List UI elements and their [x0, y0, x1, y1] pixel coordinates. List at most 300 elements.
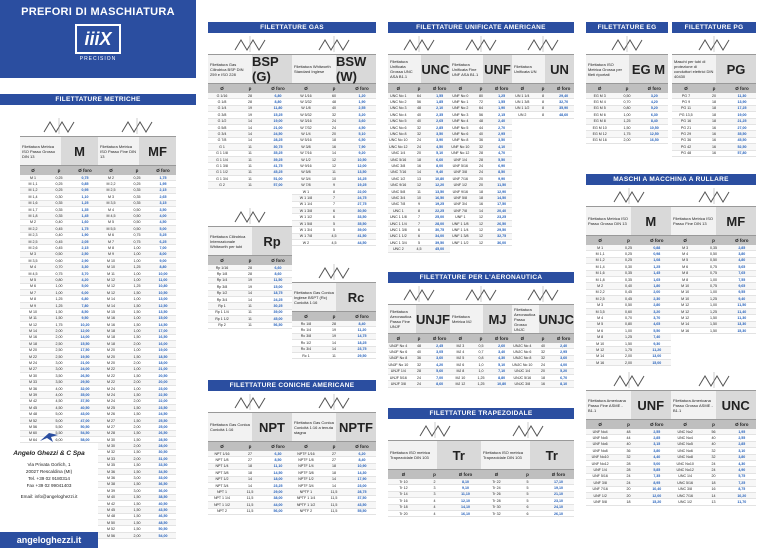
- cell-pitch: 11: [248, 170, 252, 175]
- cell-pitch: 1,25: [709, 309, 717, 314]
- thread-profile-svg: [402, 36, 436, 52]
- cell-size: Tr 22: [492, 479, 501, 484]
- cell-size: M 20: [107, 354, 115, 359]
- cell-pitch: 4,5: [416, 247, 422, 252]
- trap-header: FILETTATURE TRAPEZOIDALE: [388, 408, 574, 419]
- col-diameter: Ø: [220, 258, 224, 263]
- cell-hole: 43,50: [357, 502, 367, 507]
- cell-hole: 0,95: [81, 188, 89, 193]
- cell-size: UNC 1/4: [391, 151, 406, 156]
- col-diameter: Ø: [684, 86, 688, 91]
- cell-hole: 3,20: [358, 112, 366, 117]
- cell-hole: 48,60: [559, 112, 569, 117]
- thread-symbol: NPTF: [336, 413, 376, 441]
- cell-pitch: 28: [479, 157, 483, 162]
- cell-pitch: 16: [712, 138, 716, 143]
- cell-hole: 15,20: [652, 499, 662, 504]
- cell-size: PG 13,5: [679, 112, 693, 117]
- cell-hole: 3,30: [81, 265, 89, 270]
- cell-size: UNC No 10: [389, 138, 408, 143]
- cell-hole: 8,00: [159, 252, 167, 257]
- cell-pitch: 1,50: [55, 316, 63, 321]
- cell-hole: 17,00: [158, 329, 168, 334]
- mj-panel: [450, 284, 512, 402]
- cell-pitch: 28: [248, 265, 252, 270]
- cell-hole: 18,00: [273, 477, 283, 482]
- thread-profile-icon: [208, 392, 292, 412]
- tr2-panel: [481, 420, 574, 530]
- cell-size: M 27: [107, 418, 115, 423]
- cell-pitch: 0,30: [624, 264, 632, 269]
- cell-pitch: 40: [417, 350, 421, 355]
- cell-size: NPTF 1/2: [298, 477, 314, 482]
- cell-pitch: 16: [417, 163, 421, 168]
- cell-hole: 28,00: [435, 221, 445, 226]
- cell-hole: 5,20: [560, 369, 568, 374]
- cell-size: NPT 1 1/2: [213, 502, 231, 507]
- thread-box: [292, 54, 376, 84]
- cell-size: PG 16: [680, 119, 692, 124]
- cell-hole: 2,40: [560, 343, 568, 348]
- cell-hole: 17,50: [80, 348, 90, 353]
- roll-header: MASCHI A MACCHINA A RULLARE: [586, 174, 756, 185]
- thread-symbol: Rc: [336, 283, 376, 311]
- thread-box: [586, 54, 668, 84]
- cell-hole: 24,25: [273, 297, 283, 302]
- cell-pitch: 28: [332, 321, 336, 326]
- cell-hole: 2,40: [498, 119, 506, 124]
- cell-pitch: 4,5: [331, 234, 337, 239]
- cell-pitch: 7: [418, 221, 420, 226]
- cell-pitch: 1,00: [133, 277, 141, 282]
- cell-size: EG M 5: [593, 106, 606, 111]
- cell-hole: 7,35: [653, 474, 661, 479]
- cell-pitch: 0,45: [624, 296, 632, 301]
- cell-hole: 17,25: [737, 106, 747, 111]
- cell-hole: 1,80: [653, 284, 661, 289]
- cell-hole: 2,45: [436, 343, 444, 348]
- cell-size: M 48: [107, 514, 115, 519]
- cell-size: UNC 1 3/8: [389, 227, 407, 232]
- cell-size: M 2,2: [28, 226, 38, 231]
- cell-hole: 14,75: [357, 334, 367, 339]
- cell-size: UNC 5/16: [390, 157, 407, 162]
- cell-pitch: 0,35: [133, 194, 141, 199]
- table-body: [20, 175, 98, 443]
- cell-size: M 14: [107, 297, 115, 302]
- cell-pitch: 44: [479, 125, 483, 130]
- cell-hole: 20,00: [158, 380, 168, 385]
- unjf-panel: [388, 284, 450, 402]
- cell-hole: 2,65: [436, 119, 444, 124]
- roll-mf-panel: [671, 186, 756, 366]
- cell-hole: 13,90: [737, 100, 747, 105]
- cell-size: M 1,1: [28, 182, 38, 187]
- table-header: [671, 420, 756, 429]
- cell-size: NPT 1 1/4: [213, 496, 231, 501]
- cell-hole: 24,50: [273, 132, 283, 137]
- table-header: [20, 166, 98, 175]
- col-pitch: p: [625, 86, 629, 91]
- cell-hole: 18,00: [158, 361, 168, 366]
- cell-size: UNC 7/16: [390, 170, 407, 175]
- cell-hole: 10,40: [652, 487, 662, 492]
- thread-profile-svg: [418, 422, 452, 438]
- cell-size: M 22: [107, 380, 115, 385]
- cell-size: G 1 3/4: [216, 176, 228, 181]
- cell-pitch: 0,35: [55, 214, 63, 219]
- cell-hole: 10,80: [435, 176, 445, 181]
- cell-pitch: 4,00: [55, 392, 63, 397]
- cell-pitch: 48: [417, 106, 421, 111]
- precision-logo: iiiX: [75, 24, 121, 54]
- col-hole: Ø foro: [432, 336, 447, 341]
- cell-size: W 1 1/2: [299, 215, 313, 220]
- cell-hole: 24,75: [357, 195, 367, 200]
- cell-pitch: 14: [332, 483, 336, 488]
- cell-hole: 37,50: [357, 496, 367, 501]
- cell-size: G 1 1/2: [216, 170, 228, 175]
- cell-hole: 2,85: [738, 442, 746, 447]
- cell-hole: 11,30: [737, 93, 747, 98]
- col-hole: Ø foro: [355, 314, 369, 319]
- cell-hole: 2,15: [81, 245, 89, 250]
- cell-size: M 24: [107, 392, 115, 397]
- cell-hole: 1,85: [436, 100, 444, 105]
- cell-hole: 4,20: [81, 277, 89, 282]
- cell-hole: 5,50: [653, 328, 661, 333]
- cell-hole: 9,20: [358, 151, 366, 156]
- cell-pitch: 3: [433, 486, 436, 491]
- cell-pitch: 1,25: [477, 375, 485, 380]
- cell-size: M 6: [30, 284, 36, 289]
- cell-hole: 23,10: [554, 498, 563, 503]
- cell-hole: 3,50: [436, 132, 444, 137]
- col-hole: Ø foro: [458, 472, 473, 477]
- cell-pitch: 4,5: [331, 240, 337, 245]
- cell-size: PG 42: [680, 144, 692, 149]
- cell-hole: 3,40: [498, 350, 506, 355]
- cell-size: EG M 10: [592, 125, 607, 130]
- cell-pitch: 1,00: [133, 348, 141, 353]
- thread-symbol: Rp: [252, 227, 292, 255]
- thread-box: [208, 54, 292, 84]
- cell-size: M 24: [107, 399, 115, 404]
- cell-hole: 12,00: [80, 329, 90, 334]
- cell-hole: 8,60: [274, 272, 282, 277]
- cell-hole: 34,00: [435, 234, 445, 239]
- cell-pitch: 4,00: [55, 386, 63, 391]
- cell-size: Rp 1/4: [216, 278, 228, 283]
- cell-pitch: 5,00: [55, 412, 63, 417]
- cell-hole: 50,50: [158, 527, 168, 532]
- cell-size: Rc 1/2: [300, 340, 312, 345]
- col-diameter: Ø: [683, 238, 687, 243]
- table-row: [98, 533, 176, 539]
- cell-size: M 2,5: [106, 188, 116, 193]
- cell-pitch: 16: [332, 144, 336, 149]
- cell-pitch: 24: [417, 144, 421, 149]
- cell-size: PG 36: [680, 138, 692, 143]
- cell-size: M 22: [107, 373, 115, 378]
- cell-hole: 45,25: [273, 170, 283, 175]
- cell-pitch: 20: [332, 132, 336, 137]
- cell-hole: 7,90: [358, 144, 366, 149]
- cell-pitch: 1,50: [133, 431, 141, 436]
- cell-pitch: 0,50: [133, 207, 141, 212]
- thread-description: Filettatura Metrica ISO Passo Fine DIN 13: [98, 137, 139, 165]
- cell-pitch: 80: [479, 93, 483, 98]
- cell-pitch: 14: [248, 125, 252, 130]
- cell-size: NPTF 1: [299, 490, 313, 495]
- cell-pitch: 11: [248, 176, 252, 181]
- cell-pitch: 0,45: [55, 245, 63, 250]
- thread-description: Filettatura ISO metrica Trapezoidale DIN 103: [481, 441, 530, 469]
- col-pitch: p: [479, 336, 483, 341]
- cell-hole: 3,60: [436, 356, 444, 361]
- cell-pitch: 40: [417, 119, 421, 124]
- thread-box: [388, 304, 450, 334]
- cell-size: M 2: [30, 220, 36, 225]
- cell-size: Tr 32: [492, 511, 501, 516]
- cell-hole: 11,10: [461, 492, 470, 497]
- cell-hole: 38,00: [273, 496, 283, 501]
- col-pitch: p: [712, 86, 716, 91]
- table-body: [98, 175, 176, 539]
- cell-size: M 2,5: [595, 296, 605, 301]
- thread-profile-icon: [388, 420, 481, 440]
- cell-pitch: 3,00: [133, 488, 141, 493]
- cell-hole: 25,00: [435, 215, 445, 220]
- cell-hole: 8,60: [436, 382, 444, 387]
- cell-size: M 18: [107, 341, 115, 346]
- cell-size: UNC 1 1/4: [389, 221, 407, 226]
- cell-hole: 23,50: [158, 405, 168, 410]
- cell-size: G 3/8: [217, 112, 227, 117]
- cell-pitch: 1,00: [133, 271, 141, 276]
- cell-size: UNF 5/8: [453, 195, 468, 200]
- cell-pitch: 1,50: [133, 354, 141, 359]
- cell-size: M 18: [29, 341, 37, 346]
- cell-size: UNC 1 1/2: [389, 234, 407, 239]
- cell-pitch: 14: [248, 297, 252, 302]
- cell-size: Rp 2: [218, 323, 226, 328]
- cell-size: M 2: [597, 284, 604, 289]
- cell-pitch: 10: [417, 195, 421, 200]
- cell-hole: 30,75: [435, 227, 445, 232]
- cell-hole: 10,00: [158, 271, 168, 276]
- cell-hole: 9,40: [436, 170, 444, 175]
- cell-hole: 1,95: [738, 429, 746, 434]
- cell-size: EG M 4: [593, 100, 606, 105]
- cell-hole: 15,00: [273, 284, 283, 289]
- col-diameter: Ø: [396, 336, 401, 341]
- cell-size: UNF No 8: [452, 138, 469, 143]
- cell-pitch: 32: [332, 112, 336, 117]
- cell-hole: 11,40: [737, 309, 747, 314]
- cell-size: M 2,2: [106, 182, 116, 187]
- cell-pitch: 18: [332, 138, 336, 143]
- cell-hole: 1,25: [81, 201, 89, 206]
- cell-hole: 23,25: [273, 483, 283, 488]
- cell-hole: 6,80: [274, 93, 282, 98]
- thread-profile-svg: [233, 36, 267, 52]
- cell-hole: 2,35: [436, 112, 444, 117]
- company-address: [0, 461, 98, 501]
- cell-size: M 16: [681, 328, 690, 333]
- cell-pitch: 1,50: [133, 463, 141, 468]
- cell-pitch: 12: [479, 240, 483, 245]
- cell-size: M 14: [107, 303, 115, 308]
- pg-panel: [672, 34, 756, 166]
- cell-size: UNJC No 6: [513, 350, 532, 355]
- col-diameter: Ø: [396, 86, 401, 91]
- table-row: [586, 360, 671, 366]
- cell-size: M 64: [29, 437, 37, 442]
- cell-pitch: 0,50: [709, 252, 717, 257]
- cell-size: UNF No10: [591, 455, 609, 460]
- thread-profile-svg: [610, 36, 644, 52]
- cell-size: NPTF 3/8: [298, 470, 314, 475]
- cell-hole: 28,25: [273, 138, 283, 143]
- table-row: [388, 381, 450, 387]
- cell-hole: 1,75: [159, 175, 167, 180]
- cell-size: W 1 1/8: [299, 195, 313, 200]
- thread-description: Filettatura Gas Conica Conicità 1:16 a tenuta stagna: [292, 413, 336, 441]
- cell-size: M 12: [596, 347, 605, 352]
- cell-hole: 12,50: [158, 303, 168, 308]
- cell-pitch: 1,00: [133, 329, 141, 334]
- cell-pitch: 1,50: [133, 405, 141, 410]
- cell-pitch: 1,00: [133, 297, 141, 302]
- cell-hole: 11,50: [273, 278, 283, 283]
- cell-size: PG 21: [680, 125, 692, 130]
- cell-size: M 9: [108, 252, 114, 257]
- cell-hole: 11,20: [652, 347, 662, 352]
- thread-profile-svg: [697, 372, 731, 388]
- cell-hole: 2,95: [560, 350, 568, 355]
- cell-size: M 52: [29, 418, 37, 423]
- cell-pitch: 11: [248, 316, 252, 321]
- cell-size: UNF No8: [592, 448, 608, 453]
- thread-box: [98, 136, 176, 166]
- cell-hole: 52,50: [737, 144, 747, 149]
- cell-hole: 29,50: [497, 227, 507, 232]
- col-hole: Ø foro: [551, 472, 566, 477]
- col-hole: Ø foro: [494, 336, 509, 341]
- thread-description: Filettatura Aeronautica Passo Grosso UNJC: [512, 305, 539, 333]
- cell-hole: 2,95: [498, 132, 506, 137]
- cell-hole: 54,50: [80, 431, 90, 436]
- cell-size: W 7/8: [301, 183, 311, 188]
- cell-pitch: 1,50: [133, 303, 141, 308]
- thread-symbol: UNC: [421, 55, 450, 83]
- thread-symbol: UN: [545, 55, 574, 83]
- thread-profile-svg: [120, 118, 154, 134]
- cell-pitch: 16: [712, 132, 716, 137]
- cell-pitch: 40: [332, 106, 336, 111]
- thread-profile-icon: [450, 284, 512, 304]
- cell-hole: 13,50: [435, 189, 445, 194]
- cell-pitch: 1,50: [133, 469, 141, 474]
- cell-pitch: 1,00: [709, 277, 717, 282]
- cell-pitch: 0,25: [624, 252, 632, 257]
- cell-size: Tr 28: [492, 498, 501, 503]
- cell-hole: 43,50: [158, 508, 168, 512]
- cell-size: M 4: [682, 252, 689, 257]
- company-name: Angelo Ghezzi & C Spa: [13, 450, 85, 457]
- cell-pitch: 6: [418, 227, 420, 232]
- col-hole: Ø foro: [650, 238, 664, 243]
- cell-pitch: 1,50: [133, 335, 141, 340]
- cell-size: UNC 7/8: [391, 202, 406, 207]
- cell-hole: 11,70: [737, 499, 747, 504]
- cell-pitch: 11,5: [330, 502, 338, 507]
- cell-size: M 4: [108, 207, 114, 212]
- cell-size: UNF 1/4: [453, 157, 468, 162]
- cell-pitch: 18: [712, 100, 716, 105]
- table-body: [512, 93, 574, 119]
- table-body: [586, 429, 671, 506]
- cell-pitch: 0,25: [133, 182, 141, 187]
- cell-size: EG M 3: [593, 93, 606, 98]
- cell-hole: 14,50: [497, 195, 507, 200]
- cell-hole: 5,00: [81, 284, 89, 289]
- cell-pitch: 11: [248, 304, 252, 309]
- cell-hole: 16,50: [435, 195, 445, 200]
- cell-hole: 0,98: [653, 252, 661, 257]
- cell-hole: 39,00: [357, 227, 367, 232]
- cell-size: UNF 1 1/8: [452, 221, 469, 226]
- cell-hole: 3,10: [738, 448, 746, 453]
- cell-size: PG 48: [680, 151, 692, 156]
- cell-size: G 3/4: [217, 132, 227, 137]
- cell-pitch: 1,50: [133, 309, 141, 314]
- cell-pitch: 2,00: [133, 380, 141, 385]
- cell-hole: 8,50: [498, 170, 506, 175]
- cell-hole: 5,10: [358, 132, 366, 137]
- cell-size: M 2,3: [28, 233, 38, 238]
- cell-hole: 14,10: [461, 505, 470, 510]
- cell-hole: 3,60: [358, 119, 366, 124]
- cell-hole: 39,00: [273, 310, 283, 315]
- cell-hole: 32,75: [497, 234, 507, 239]
- cell-hole: 31,00: [158, 456, 168, 461]
- col-pitch: p: [627, 238, 630, 243]
- cell-pitch: 11,5: [246, 502, 254, 507]
- cell-hole: 21,00: [273, 125, 283, 130]
- cell-hole: 2,55: [358, 106, 366, 111]
- cell-hole: 9,10: [462, 486, 469, 491]
- thread-box: [512, 304, 574, 334]
- cell-pitch: 1,50: [133, 412, 141, 417]
- cell-hole: 16,10: [461, 511, 470, 516]
- col-diameter: Ø: [520, 86, 525, 91]
- table-body: [388, 93, 450, 253]
- cell-size: UNC 1 3/4: [389, 240, 407, 245]
- cell-pitch: 11,5: [330, 490, 338, 495]
- cell-hole: 26,50: [80, 373, 90, 378]
- website: angeloghezzi.it: [16, 535, 82, 545]
- cell-hole: 11,30: [737, 315, 747, 320]
- cell-size: NPTF 1 1/2: [296, 502, 316, 507]
- cell-hole: 1,35: [81, 207, 89, 212]
- cell-hole: 4,20: [436, 362, 444, 367]
- aero-header: FILETTATURE PER L'AERONAUTICA: [388, 272, 574, 283]
- cell-hole: 5,60: [436, 369, 444, 374]
- cell-hole: 6,00: [81, 290, 89, 295]
- cell-size: UNF 5/8: [593, 499, 607, 504]
